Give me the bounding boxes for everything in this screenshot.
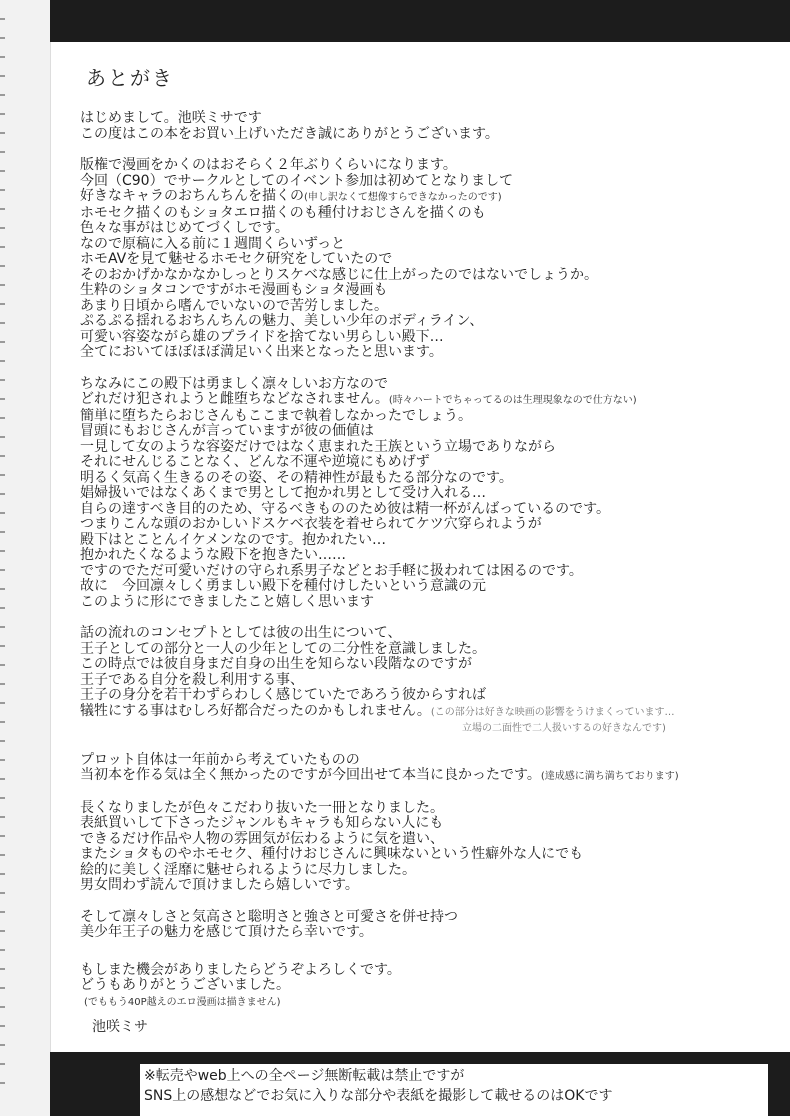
edge-mark (0, 550, 5, 552)
edge-mark (0, 18, 5, 20)
main-text: 色々な事がはじめてづくしです。 (80, 220, 289, 236)
main-text: 抱かれたくなるような殿下を抱きたい…… (80, 547, 346, 563)
afterword-body (80, 111, 780, 1026)
main-text: 王子としての部分と一人の少年としての二分性を意識しました。 (80, 640, 486, 657)
main-text: 生粋のショタコンですがホモ漫画もショタ漫画も (80, 282, 388, 298)
main-text: ちなみにこの殿下は勇ましく凛々しいお方なので (80, 375, 388, 392)
main-text: ホモセク描くのもショタエロ描くのも種付けおじさんを描くのも (80, 204, 486, 221)
text-line (80, 189, 780, 206)
text-line (80, 330, 780, 346)
edge-mark (0, 949, 5, 951)
text-line (80, 832, 780, 848)
text-line (80, 548, 780, 564)
main-text: そして凛々しさと気高さと聡明さと強さと可愛さを併せ持つ (80, 908, 458, 925)
aside-note: (達成感に満ち満ちております) (540, 771, 679, 782)
text-line (80, 595, 780, 611)
main-text: ぷるぷる揺れるおちんちんの魅力、美しい少年のボディライン、 (80, 313, 484, 329)
main-text: 殿下はとことんイケメンなのです。抱かれたい… (80, 531, 387, 548)
edge-mark (0, 436, 5, 438)
edge-mark (0, 1006, 5, 1008)
main-text: この時点では彼自身まだ自身の出生を知らない段階なのですが (80, 656, 472, 672)
edge-mark (0, 816, 5, 818)
page-title: あとがき (86, 66, 174, 90)
main-text: つまりこんな頭のおかしいドスケベ衣装を着せられてケツ穴穿られようが (80, 516, 542, 532)
main-text: ホモAVを見て魅せるホモセク研究をしていたので (80, 251, 393, 267)
main-text: 今回（C90）でサークルとしてのイベント参加は初めてとなりまして (80, 172, 514, 189)
copyright-notice (140, 1064, 768, 1120)
main-text: 表紙買いして下さったジャンルもキャラも知らない人にも (80, 815, 444, 831)
edge-mark (0, 1082, 5, 1084)
text-line (80, 252, 780, 268)
aside-note: (申し訳なくて想像すらできなかったのです) (304, 192, 502, 203)
edge-mark (0, 968, 5, 970)
text-line (80, 642, 780, 658)
text-line (80, 299, 780, 315)
edge-mark (0, 930, 5, 932)
edge-mark (0, 170, 5, 172)
edge-mark (0, 740, 5, 742)
main-text: どうもありがとうございました。 (80, 977, 290, 993)
main-text: あまり日頃から嗜んでいないので苦労しました。 (80, 297, 388, 314)
text-line (80, 910, 780, 926)
author-signature: 池咲ミサ (92, 1019, 148, 1035)
edge-mark (0, 455, 5, 457)
main-text: 娼婦扱いではなくあくまで男として抱かれ男として受け入れる… (80, 485, 486, 501)
main-text: なので原稿に入る前に１週間くらいずっと (80, 235, 346, 252)
edge-mark (0, 151, 5, 153)
edge-mark (0, 379, 5, 381)
text-line (80, 657, 780, 673)
edge-mark (0, 341, 5, 343)
paragraph (80, 626, 780, 737)
text-line (80, 392, 780, 409)
edge-mark (0, 37, 5, 39)
main-text: どれだけ犯されようと雌堕ちなどなされません。 (80, 391, 389, 407)
text-line (80, 440, 780, 456)
edge-mark (0, 132, 5, 134)
edge-mark (0, 835, 5, 837)
main-text: プロット自体は一年前から考えていたものの (80, 751, 360, 768)
text-line (80, 768, 780, 785)
edge-mark (0, 417, 5, 419)
edge-mark (0, 778, 5, 780)
text-line (80, 847, 780, 863)
aside-note: (時々ハートでちゃってるのは生理現象なので仕方ない) (388, 395, 637, 406)
text-line (80, 221, 780, 237)
main-text: 好きなキャラのおちんちんを描くの (80, 188, 304, 204)
main-text: 故に 今回凛々しく勇ましい殿下を種付けしたいという意識の元 (80, 578, 486, 594)
text-line (80, 127, 780, 143)
edge-mark (0, 493, 5, 495)
edge-mark (0, 474, 5, 476)
main-text: もしまた機会がありましたらどうぞよろしくです。 (80, 961, 401, 978)
text-line (80, 502, 780, 518)
text-line (80, 409, 780, 425)
edge-mark (0, 284, 5, 286)
edge-mark (0, 322, 5, 324)
text-line (80, 424, 780, 440)
text-line (80, 878, 780, 894)
edge-mark (0, 873, 5, 875)
edge-mark (0, 569, 5, 571)
edge-mark (0, 94, 5, 96)
text-line (80, 533, 780, 549)
notice-line: SNS上の感想などでお気に入りな部分や表紙を撮影して載せるのはOKです (144, 1088, 613, 1104)
text-line (80, 994, 780, 1011)
main-text: そのおかげかなかなかしっとりスケベな感じに仕上がったのではないでしょうか。 (80, 266, 598, 283)
text-line (80, 345, 780, 361)
text-line (80, 963, 780, 979)
main-text: 可愛い容姿ながら雄のプライドを捨てない男らしい殿下… (80, 328, 444, 345)
edge-mark (0, 987, 5, 989)
aside-note: 立場の二面性で二人扱いするの好きなんです) (462, 723, 666, 734)
edge-mark (0, 1044, 5, 1046)
edge-mark (0, 702, 5, 704)
text-line (80, 626, 780, 642)
page-edge (0, 0, 51, 1116)
aside-note: (この部分は好きな映画の影響をうけまくっています… (430, 706, 675, 718)
edge-mark (0, 531, 5, 533)
main-text: 当初本を作る気は全く無かったのですが今回出せて本当に良かったです。 (80, 767, 541, 783)
top-border-bar (50, 0, 790, 42)
edge-mark (0, 246, 5, 248)
paragraph (80, 158, 780, 361)
paragraph (80, 801, 780, 894)
text-line (80, 925, 780, 941)
paragraph (80, 963, 780, 1011)
edge-mark (0, 759, 5, 761)
notice-line: ※転売やweb上への全ページ無断転載は禁止ですが (144, 1068, 465, 1084)
main-text: できるだけ作品や人物の雰囲気が伝わるように気を遣い、 (80, 830, 444, 847)
paragraph (80, 910, 780, 941)
text-line (80, 111, 780, 127)
text-line (80, 704, 780, 721)
main-text: 全てにおいてほぼほぼ満足いく出来となったと思います。 (80, 344, 443, 360)
main-text: 冒頭にもおじさんが言っていますが彼の価値は (80, 423, 374, 439)
edge-mark (0, 56, 5, 58)
main-text: 自らの達すべき目的のため、守るべきもののため彼は精一杯がんばっているのです。 (80, 500, 611, 517)
main-text: 男女問わず読んで頂けましたら嬉しいです。 (80, 877, 359, 893)
main-text: 美少年王子の魅力を感じて頂けたら幸いです。 (80, 924, 373, 940)
edge-mark (0, 892, 5, 894)
text-line (80, 753, 780, 769)
text-line (80, 174, 780, 190)
paragraph (80, 111, 780, 142)
text-line (80, 314, 780, 330)
text-line (80, 237, 780, 253)
edge-mark (0, 683, 5, 685)
paragraph (80, 377, 780, 611)
edge-mark (0, 664, 5, 666)
main-text: 版権で漫画をかくのはおそらく２年ぶりくらいになります。 (80, 157, 457, 173)
text-line (80, 377, 780, 393)
main-text: 簡単に堕ちたらおじさんもここまで執着しなかったでしょう。 (80, 407, 472, 424)
paragraph (80, 753, 780, 785)
text-line (80, 816, 780, 832)
edge-mark (0, 911, 5, 913)
edge-mark (0, 626, 5, 628)
main-text: 長くなりましたが色々こだわり抜いた一冊となりました。 (80, 799, 444, 816)
edge-mark (0, 360, 5, 362)
main-text: ですのでただ可愛いだけの守られ系男子などとお手軽に扱われては困るのです。 (80, 562, 583, 579)
main-text: このように形にできましたこと嬉しく思います (80, 593, 374, 610)
text-line (80, 863, 780, 879)
main-text: 明るく気高く生きるのその姿、その精神性が最もたる部分なのです。 (80, 469, 513, 486)
main-text: それにせんじることなく、どんな不運や逆境にもめげず (80, 454, 430, 470)
main-text: 王子の身分を若干わずらわしく感じていたであろう彼からすれば (80, 687, 486, 703)
edge-mark (0, 797, 5, 799)
text-line (80, 486, 780, 502)
edge-mark (0, 303, 5, 305)
edge-mark (0, 1025, 5, 1027)
text-line (80, 268, 780, 284)
text-line (80, 673, 780, 689)
text-line (80, 579, 780, 595)
main-text: 王子である自分を殺し利用する事、 (80, 671, 304, 688)
edge-mark (0, 721, 5, 723)
edge-mark (0, 1063, 5, 1065)
edge-mark (0, 398, 5, 400)
text-line (80, 283, 780, 299)
text-line (80, 688, 780, 704)
text-line (80, 206, 780, 222)
main-text: 犠牲にする事はむしろ好都合だったのかもしれません。 (80, 702, 431, 719)
main-text: はじめまして。池咲ミサです (80, 110, 262, 126)
main-text: またショタものやホモセク、種付けおじさんに興味ないという性癖外な人にでも (80, 846, 584, 862)
edge-mark (0, 208, 5, 210)
edge-mark (0, 588, 5, 590)
text-line (80, 720, 780, 737)
aside-note: (でももう40P越えのエロ漫画は描きません) (84, 996, 281, 1008)
text-line (80, 455, 780, 471)
edge-mark (0, 512, 5, 514)
text-line (80, 801, 780, 817)
text-line (80, 517, 780, 533)
main-text: 一見して女のような容姿だけではなく恵まれた王族という立場でありながら (80, 438, 556, 455)
main-text: 話の流れのコンセプトとしては彼の出生について、 (80, 625, 402, 641)
text-line (80, 158, 780, 174)
edge-mark (0, 265, 5, 267)
edge-mark (0, 645, 5, 647)
text-line (80, 471, 780, 487)
edge-mark (0, 113, 5, 115)
text-line (80, 564, 780, 580)
edge-mark (0, 607, 5, 609)
main-text: この度はこの本をお買い上げいただき誠にありがとうございます。 (80, 125, 499, 142)
edge-mark (0, 854, 5, 856)
edge-mark (0, 75, 5, 77)
text-line (80, 978, 780, 994)
main-text: 絵的に美しく淫靡に魅せられるように尽力しました。 (80, 861, 416, 878)
edge-mark (0, 189, 5, 191)
edge-mark (0, 227, 5, 229)
